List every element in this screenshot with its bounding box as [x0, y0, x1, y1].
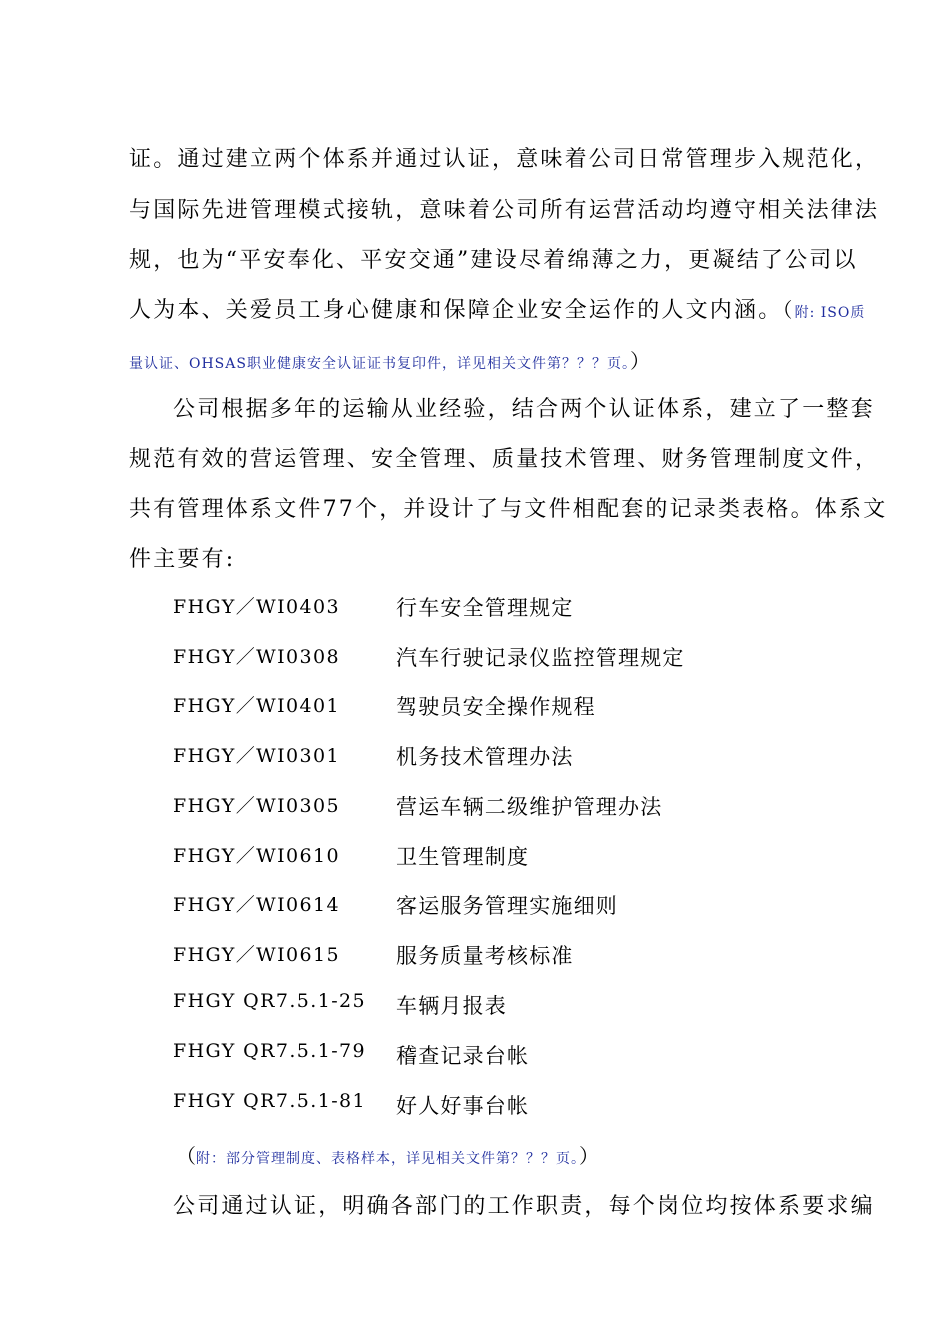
note-1-open-paren: （: [782, 298, 795, 322]
document-list-item: [0, 1090, 950, 1126]
document-code: FHGY QR7.5.1-79: [173, 1040, 367, 1062]
paragraph-1-line-3: 规，也为“平安奉化、平安交通”建设尽着绵薄之力，更凝结了公司以: [129, 248, 858, 273]
document-list-item: [0, 592, 950, 628]
paragraph-3-line-1: 公司通过认证，明确各部门的工作职责，每个岗位均按体系要求编: [173, 1194, 875, 1219]
paragraph-1-line-1: 证。通过建立两个体系并通过认证，意味着公司日常管理步入规范化，: [129, 147, 880, 172]
document-code: FHGY／WI0610: [173, 845, 340, 867]
document-list-item: [0, 890, 950, 926]
document-title: 驾驶员安全操作规程: [396, 695, 596, 719]
note-1-part-1: 附: ISO质: [794, 305, 866, 321]
document-list-item: [0, 1040, 950, 1076]
document-code: FHGY／WI0403: [173, 596, 340, 618]
document-title: 服务质量考核标准: [396, 944, 574, 968]
paragraph-1-line-2: 与国际先进管理模式接轨，意味着公司所有运营活动均遵守相关法律法: [129, 198, 880, 223]
document-title: 好人好事台帐: [396, 1094, 530, 1118]
document-title: 稽查记录台帐: [396, 1044, 530, 1068]
paragraph-2-line-2: 规范有效的营运管理、安全管理、质量技术管理、财务管理制度文件，: [129, 447, 880, 472]
document-title: 机务技术管理办法: [396, 745, 574, 769]
document-list-item: [0, 940, 950, 976]
document-title: 营运车辆二级维护管理办法: [396, 795, 663, 819]
document-title: 行车安全管理规定: [396, 596, 574, 620]
document-list-item: [0, 741, 950, 777]
document-list-item: [0, 841, 950, 877]
paragraph-2-line-1: 公司根据多年的运输从业经验，结合两个认证体系，建立了一整套: [173, 397, 875, 422]
document-code: FHGY QR7.5.1-25: [173, 990, 367, 1012]
note-2-close-paren: ）: [579, 1144, 599, 1168]
paragraph-2-line-4: 件主要有:: [129, 547, 236, 572]
document-code: FHGY／WI0615: [173, 944, 340, 966]
document-title: 汽车行驶记录仪监控管理规定: [396, 646, 685, 670]
document-code: FHGY／WI0401: [173, 695, 340, 717]
note-1-line-2: [129, 345, 650, 374]
note-2-text: 附：部分管理制度、表格样本，详见相关文件第？？？页。: [196, 1151, 579, 1167]
paragraph-1-line-4: [129, 293, 865, 324]
document-list-item: [0, 990, 950, 1026]
note-2-open-paren: （: [176, 1144, 196, 1168]
document-code: FHGY／WI0614: [173, 894, 340, 916]
document-list-item: [0, 791, 950, 827]
document-code: FHGY／WI0305: [173, 795, 340, 817]
note-2: [176, 1140, 599, 1169]
document-list-item: [0, 691, 950, 727]
document-code: FHGY／WI0308: [173, 646, 340, 668]
document-code: FHGY QR7.5.1-81: [173, 1090, 367, 1112]
document-title: 车辆月报表: [396, 994, 507, 1018]
document-code: FHGY／WI0301: [173, 745, 340, 767]
document-title: 客运服务管理实施细则: [396, 894, 618, 918]
note-1-part-2: 量认证、OHSAS职业健康安全认证证书复印件，详见相关文件第？？？页。: [129, 356, 630, 372]
paragraph-1-line-4-text: 人为本、关爱员工身心健康和保障企业安全运作的人文内涵。: [129, 298, 783, 323]
document-title: 卫生管理制度: [396, 845, 530, 869]
paragraph-2-line-3: 共有管理体系文件77个，并设计了与文件相配套的记录类表格。体系文: [129, 497, 888, 522]
note-1-close-paren: ）: [629, 349, 650, 373]
document-list-item: [0, 642, 950, 678]
